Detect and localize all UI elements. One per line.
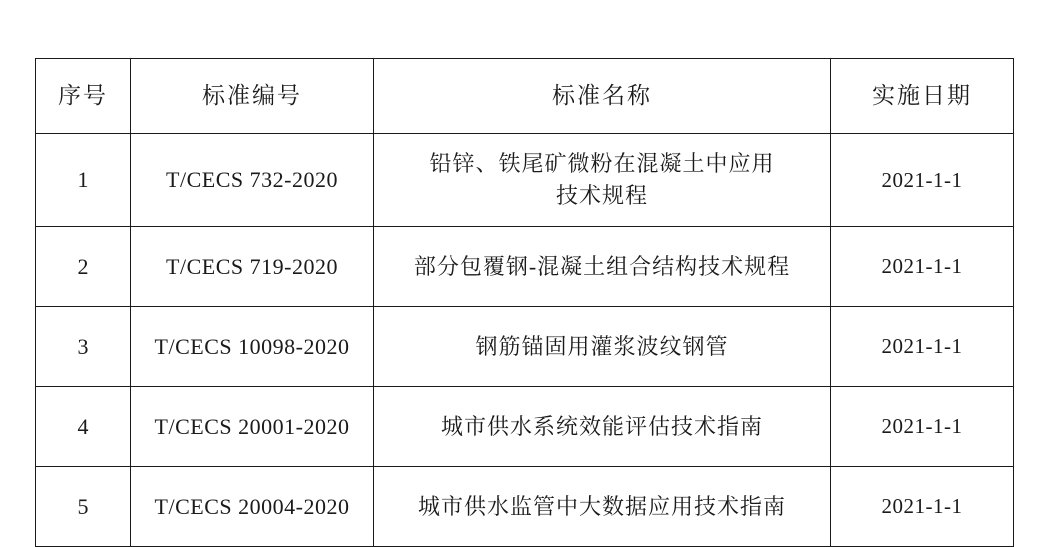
cell-date: 2021-1-1 [831,467,1014,547]
cell-name [374,387,831,467]
cell-name-line: 部分包覆钢-混凝土组合结构技术规程 [413,253,791,279]
table-row [36,307,1014,387]
column-header-seq: 序号 [36,59,131,134]
cell-code: T/CECS 719-2020 [131,227,374,307]
cell-name-line: 技术规程 [555,183,648,208]
table-header [36,59,1014,134]
cell-code: T/CECS 10098-2020 [131,307,374,387]
cell-code: T/CECS 20001-2020 [131,387,374,467]
cell-seq: 2 [36,227,131,307]
table-row [36,467,1014,547]
table-header-row [36,59,1014,134]
cell-code: T/CECS 20004-2020 [131,467,374,547]
cell-seq: 3 [36,307,131,387]
table-row [36,134,1014,227]
cell-name-line: 城市供水监管中大数据应用技术指南 [417,493,786,519]
column-header-date: 实施日期 [831,59,1014,134]
cell-seq: 5 [36,467,131,547]
standards-table [35,58,1014,547]
cell-date: 2021-1-1 [831,307,1014,387]
cell-name [374,467,831,547]
cell-date: 2021-1-1 [831,134,1014,227]
column-header-name: 标准名称 [374,59,831,134]
cell-name-line: 钢筋锚固用灌浆波纹钢管 [475,333,729,359]
table-body [36,134,1014,547]
column-header-code: 标准编号 [131,59,374,134]
cell-seq: 1 [36,134,131,227]
cell-seq: 4 [36,387,131,467]
standards-table-container [35,58,1013,547]
table-row [36,227,1014,307]
cell-date: 2021-1-1 [831,227,1014,307]
cell-date: 2021-1-1 [831,387,1014,467]
cell-name [374,227,831,307]
cell-name [374,134,831,227]
cell-code: T/CECS 732-2020 [131,134,374,227]
cell-name-line: 城市供水系统效能评估技术指南 [440,413,763,439]
cell-name [374,307,831,387]
cell-name-line: 铅锌、铁尾矿微粉在混凝土中应用 [429,151,775,177]
table-row [36,387,1014,467]
